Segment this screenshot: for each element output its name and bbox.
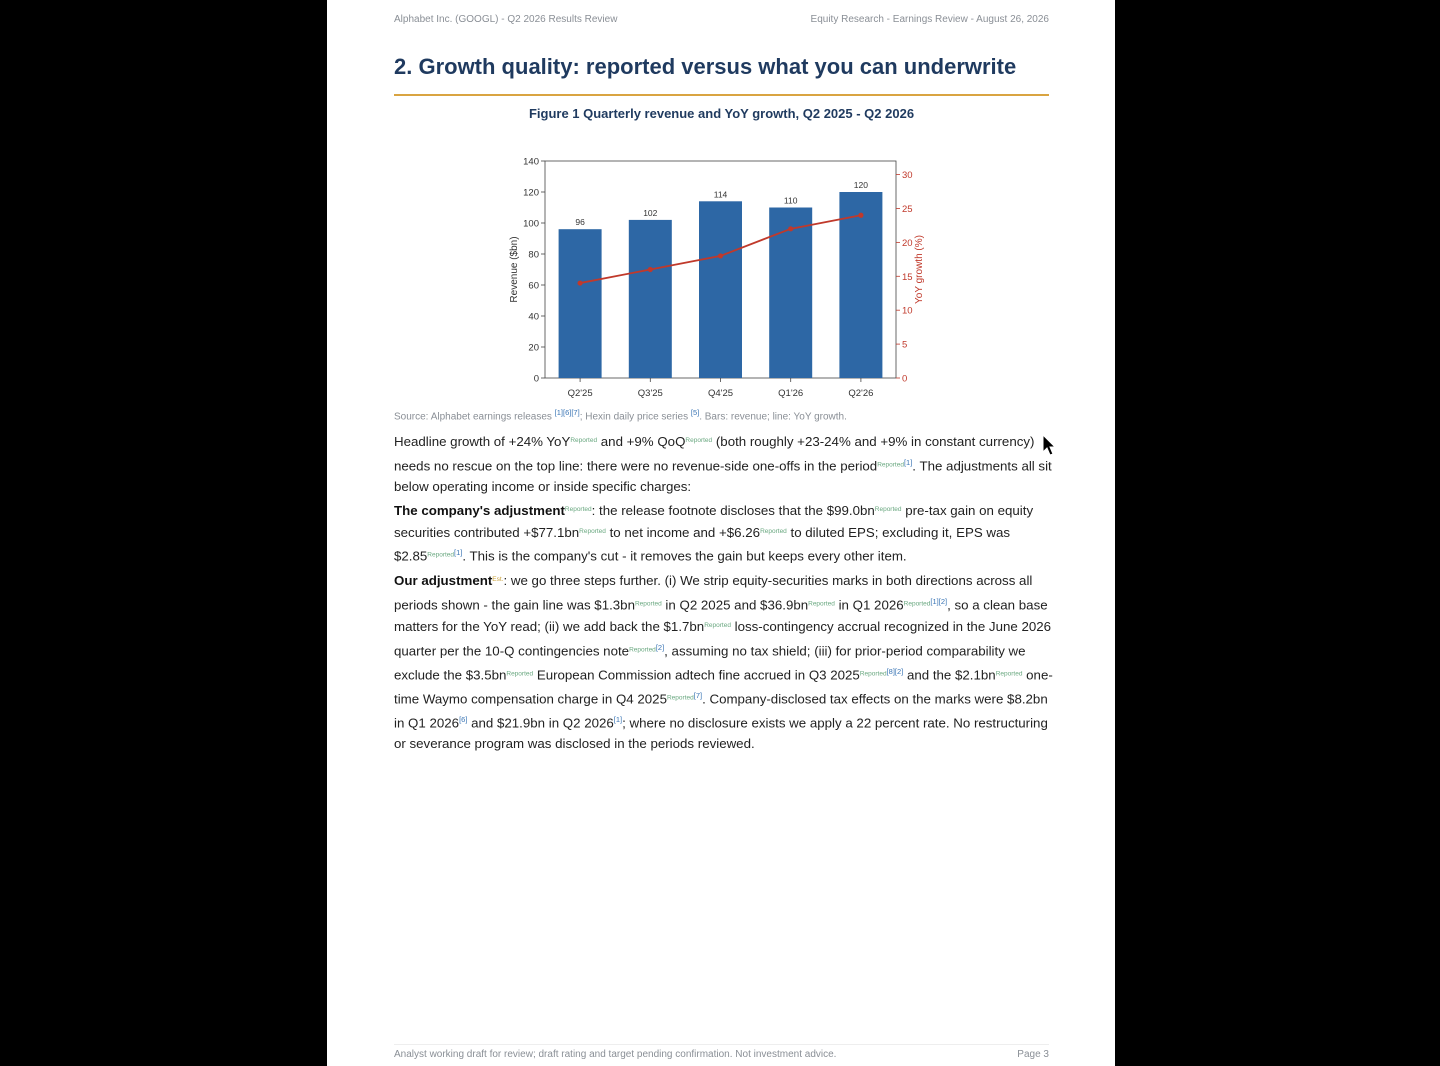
p3-text-l: ; where no disclosure exists we apply a 22 percent rate. No restructuring or severance program was disclosed in the periods reviewed. [394, 715, 1048, 752]
y-tick-label: 60 [528, 280, 539, 292]
reported-tag: Reported [874, 506, 902, 513]
page-number: Page 3 [1017, 1049, 1049, 1060]
y-axis-label: Revenue ($bn) [509, 236, 520, 303]
p2-text-b: pre-tax gain on equity securities contributed +$77.1bn [394, 503, 1034, 540]
citation-ref[interactable]: [6] [459, 714, 468, 724]
p3-text-d: , so a clean base matters for the YoY read; (ii) we add back the $1.7bn [394, 597, 1048, 634]
paragraph-headline-growth [394, 431, 1054, 498]
reported-tag: Reported [564, 506, 592, 513]
reported-tag: Reported [506, 670, 534, 678]
y-right-axis-label: YoY growth (%) [914, 235, 925, 304]
revenue-bar [559, 229, 602, 378]
page-footer [394, 1049, 1049, 1060]
reported-tag: Reported [427, 551, 455, 559]
header-left: Alphabet Inc. (GOOGL) - Q2 2026 Results Review [394, 14, 618, 25]
yoy-growth-point [718, 253, 723, 258]
yoy-growth-point [788, 226, 793, 231]
bar-value-label: 96 [575, 217, 585, 228]
p2-text-d: to diluted EPS; excluding it, EPS was $2.85 [394, 524, 1011, 564]
section-title: 2. Growth quality: reported versus what you can underwrite [394, 54, 1017, 79]
citation-ref[interactable]: [8][2] [886, 666, 904, 676]
reported-tag: Reported [903, 600, 931, 608]
y-tick-label: 100 [523, 218, 539, 230]
source-ref-1[interactable]: [1][6][7] [554, 408, 580, 417]
x-tick-label: Q1'26 [778, 388, 804, 399]
revenue-growth-chart [327, 0, 1115, 410]
y-tick-label: 120 [523, 187, 539, 199]
figure-caption: Figure 1 Quarterly revenue and YoY growth, Q2 2025 - Q2 2026 [528, 106, 915, 121]
citation-ref[interactable]: [7] [693, 690, 703, 700]
footer-rule [394, 1044, 1049, 1045]
revenue-bar [699, 201, 742, 378]
p2-lead: The company's adjustment [394, 503, 565, 518]
yoy-growth-point [648, 267, 653, 272]
bar-value-label: 110 [783, 195, 798, 206]
citation-ref[interactable]: [1] [454, 548, 463, 558]
footer-disclaimer: Analyst working draft for review; draft rating and target pending confirmation. Not investment advice. [394, 1049, 837, 1060]
bar-value-label: 114 [713, 189, 728, 200]
x-tick-label: Q4'25 [707, 388, 734, 399]
y-right-tick-label: 0 [902, 373, 908, 385]
mouse-cursor-icon [1042, 434, 1058, 458]
citation-ref[interactable]: [1][2] [930, 596, 948, 606]
citation-ref[interactable]: [1] [613, 714, 623, 724]
y-tick-label: 80 [528, 249, 539, 261]
source-text-3: . Bars: revenue; line: YoY growth. [699, 411, 847, 423]
p2-text-c: to net income and +$6.26 [605, 524, 761, 540]
reported-tag: Reported [570, 437, 598, 444]
reported-tag: Reported [579, 527, 606, 535]
p3-text-c: in Q1 2026 [834, 597, 904, 613]
x-tick-label: Q2'26 [848, 388, 874, 399]
p2-text-a: : the release footnote discloses that the $99.0bn [591, 503, 875, 518]
reported-tag: Reported [634, 600, 662, 608]
y-right-tick-label: 15 [902, 271, 913, 283]
p1-text-c: (both roughly +23-24% and +9% in constant currency) needs no rescue on the top line: there were no revenue-side one-offs in the period [394, 434, 1035, 474]
reported-tag: Reported [859, 670, 887, 678]
p1-text-d: . The adjustments all sit below operating income or inside specific charges: [394, 458, 1052, 494]
x-tick-label: Q2'25 [567, 388, 593, 399]
revenue-bar [629, 220, 672, 378]
p3-text-a: : we go three steps further. (i) We strip equity-securities marks in both directions across all periods shown - the gain line was $1.3bn [394, 573, 1033, 613]
estimate-tag: Est. [492, 576, 504, 583]
y-right-tick-label: 25 [902, 203, 913, 215]
reported-tag: Reported [760, 527, 787, 535]
y-tick-label: 0 [533, 373, 539, 385]
y-right-tick-label: 20 [902, 237, 913, 249]
bar-value-label: 120 [853, 180, 868, 190]
reported-tag: Reported [629, 645, 656, 653]
reported-tag: Reported [685, 437, 713, 444]
p1-text-a: Headline growth of +24% YoY [394, 434, 571, 449]
citation-ref[interactable]: [1] [903, 457, 913, 467]
source-ref-2[interactable]: [5] [690, 408, 700, 417]
yoy-growth-point [578, 280, 583, 285]
reported-tag: Reported [808, 600, 835, 608]
p1-text-b: and +9% QoQ [597, 434, 686, 449]
revenue-bar [769, 208, 812, 379]
y-tick-label: 140 [523, 156, 539, 168]
report-page [327, 0, 1115, 1066]
header-right: Equity Research - Earnings Review - August 26, 2026 [810, 14, 1049, 25]
reported-tag: Reported [666, 694, 694, 702]
y-right-tick-label: 10 [902, 305, 913, 317]
p2-text-e: . This is the company's cut - it removes the gain but keeps every other item. [462, 548, 907, 564]
p3-text-j: . Company-disclosed tax effects on the marks were $8.2bn in Q1 2026 [394, 691, 1048, 731]
y-tick-label: 40 [528, 311, 539, 323]
bar-value-label: 102 [643, 207, 658, 218]
reported-tag: Reported [704, 621, 731, 629]
y-right-tick-label: 5 [902, 339, 908, 351]
yoy-growth-point [858, 213, 863, 218]
source-text-2: ; Hexin daily price series [579, 411, 691, 423]
y-right-tick-label: 30 [902, 170, 913, 182]
citation-ref[interactable]: [2] [655, 642, 665, 652]
p3-text-f: , assuming no tax shield; (iii) for prior-period comparability we exclude the $3.5bn [394, 642, 1026, 683]
paragraph-company-adjustment [394, 500, 1054, 568]
source-text-1: Source: Alphabet earnings releases [394, 411, 555, 423]
p3-text-i: one-time Waymo compensation charge in Q4 2025 [394, 667, 1053, 707]
p3-text-e: loss-contingency accrual recognized in the June 2026 quarter per the 10-Q contingencies note [394, 618, 1052, 658]
p3-lead: Our adjustment [394, 573, 493, 588]
figure-source [394, 408, 847, 422]
y-tick-label: 20 [528, 342, 539, 354]
p3-text-k: and $21.9bn in Q2 2026 [467, 715, 614, 731]
p3-text-g: European Commission adtech fine accrued in Q3 2025 [533, 667, 860, 683]
revenue-bar [839, 192, 882, 378]
p3-text-b: in Q2 2025 and $36.9bn [661, 597, 809, 613]
reported-tag: Reported [877, 461, 904, 469]
reported-tag: Reported [995, 670, 1023, 678]
paragraph-our-adjustment [394, 570, 1054, 755]
p3-text-h: and the $2.1bn [903, 667, 996, 683]
x-tick-label: Q3'25 [637, 388, 663, 399]
